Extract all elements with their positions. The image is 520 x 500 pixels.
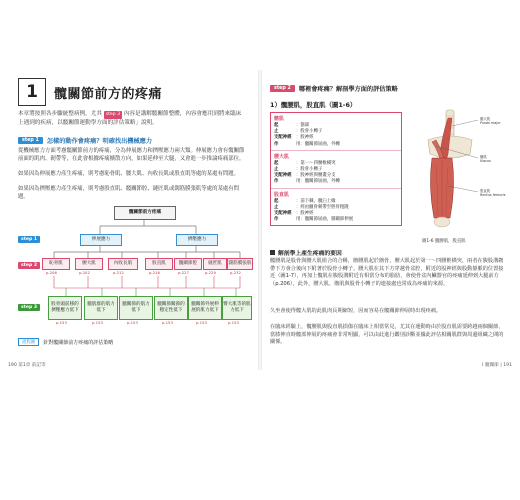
row-key: 支配神經 [274, 135, 292, 141]
muscle-subheading: 1）髖腰肌，股直肌（圖1-6） [270, 101, 357, 109]
muscle-name: 腰大肌 [274, 153, 290, 160]
flowchart-connectors [18, 200, 248, 358]
flowchart-caption [18, 338, 113, 346]
flowchart-page-ref: p.229 [205, 270, 216, 275]
step1-badge: step 1 [18, 137, 43, 144]
row-key: 止 [274, 204, 279, 210]
row-value: ：髂窩 [296, 123, 310, 128]
row-key: 止 [274, 129, 279, 135]
row-key: 支配神經 [274, 173, 292, 179]
caption-badge: 流程圖 [18, 338, 39, 346]
flowchart-node-compression: 擠壓應力 [176, 234, 218, 246]
intro-text-pre: 本章將按照各步驟統整病例，尤其 [18, 111, 102, 117]
step1-heading [18, 136, 152, 145]
section-heading [270, 248, 342, 257]
flowchart-node-adductor-longus: 內收長肌 [108, 258, 138, 270]
step1-paragraph-3: 如果因為擠壓應力產生疼痛，則考慮股直肌、髖關節腔、縫匠肌或闊筋膜張肌等處的某處有問題。 [18, 186, 240, 200]
row-value: ：股神經 [296, 211, 314, 217]
row-key: 起 [274, 198, 279, 204]
figure-label: Psoas major [480, 121, 501, 125]
section-title: 解剖學上產生疼痛的要因 [278, 251, 342, 257]
flowchart-node-psoas: 腰大肌 [75, 258, 103, 270]
intro-step-tag: step 3 [104, 111, 122, 119]
figure-label: Rectus femoris [480, 193, 506, 197]
flowchart-page-ref: p.202 [79, 270, 90, 275]
muscle-name: 髂肌 [274, 116, 285, 122]
row-key: 止 [274, 167, 279, 173]
left-folio: 190 第1章 前記等 [8, 363, 46, 368]
section-bullet-icon [270, 250, 275, 255]
chapter-number: 1 [18, 78, 46, 106]
row-value: ：股骨小轉子 [296, 167, 323, 173]
flowchart-page-ref: p.153 [228, 320, 239, 325]
flowchart-page-ref: p.227 [178, 270, 189, 275]
left-page [6, 70, 258, 370]
step1-paragraph-2: 如果因為伸展應力產生疼痛，則考慮恥骨肌、腰大肌、內收長肌或股直肌等處的某處有問題。 [18, 171, 240, 177]
flowchart-node-joint-capsule: 髖關節腔 [174, 258, 202, 270]
flowchart-node-step3: 髖肌群的肌力低下 [84, 296, 118, 320]
anatomy-figure [402, 106, 510, 236]
row-key: 支配神經 [274, 211, 292, 217]
flowchart-node-tfl: 闊筋膜張肌 [227, 258, 253, 270]
intro-text-post: 內容是講解髖關節整體，內容會應用到將來臨床上遇到的疾病，以髖關節運動學方面的評估策略」說明。 [18, 111, 242, 127]
row-value: 用：髖關節屈曲，外轉 [296, 179, 340, 185]
muscle-block-psoas [271, 151, 401, 189]
flowchart-node-step3: 髖關節外展伸展的肌力低下 [188, 296, 222, 320]
flowchart-page-ref: p.212 [113, 270, 124, 275]
flowchart-node-stretch: 伸展應力 [80, 234, 122, 246]
body-paragraph-1: 髖腰肌是股骨與腰大肌組合的合稱，髂腰肌起於髂骨，腰大肌起於第一～四腰椎橫突，兩者在腹股溝韌帶下方會合後向下附著於股骨小轉子。腰大肌在其下方穿越骨盆腔，附近的股神經與股動靜脈的位置接近（圖1-7），再加上髖肌在腹股溝附近有相當分布的脂肪，會使骨盆內臟器官的疼痛延伸到大腿前方（p.206），此外，腰大肌、髂肌與股骨小轉子的連接處也常成為疼痛的來源。 [270, 258, 504, 287]
row-value: 用：髖關節屈曲，外轉 [296, 141, 340, 147]
step1-title: 怎樣的動作會疼痛？明確找出機械應力 [46, 138, 153, 145]
row-value: ：股骨小轉子 [296, 129, 323, 135]
row-value: ：經由髕骨韌帶至脛骨粗隆 [296, 204, 349, 210]
book-spread [6, 70, 514, 370]
row-value: ：股神經 [296, 135, 314, 141]
caption-text: 針對髖關節前方疼痛的評估策略 [43, 339, 114, 346]
flowchart-page-ref: p.232 [230, 270, 241, 275]
flowchart-node-step3: 髖關節的肌力低下 [119, 296, 153, 320]
flowchart-page-ref: p.153 [162, 320, 173, 325]
row-value: ：股神經與腰叢分支 [296, 173, 336, 179]
flowchart-node-step3: 臀大肌等的肌力低下 [222, 296, 252, 320]
figure-label: 股直肌 [480, 189, 491, 193]
figure-label: 髂肌 [480, 155, 487, 159]
figure-label: Iliacus [480, 159, 491, 163]
flowchart [18, 200, 252, 358]
flowchart-page-ref: p.153 [196, 320, 207, 325]
figure-caption: 圖1-6 髖腰肌，股直肌 [422, 239, 466, 244]
row-value: ：第一～四腰椎橫突 [296, 160, 336, 166]
chapter-heading [18, 78, 162, 106]
body-paragraph-3: 在臨床經驗上，髖腰肌與股直肌損傷在臨床上相當常見，尤其在運動時由於股直肌需要跨越兩個關節，當膝伸直時髖部伸展的疼痛會非常明顯，可以由此進行鑑別診斷並據此評估相關肌群與周邊組織之間的關係。 [270, 324, 504, 346]
flowchart-node-sartorius: 縫匠肌 [203, 258, 227, 270]
muscle-name: 股直肌 [274, 191, 290, 198]
muscle-info-table [270, 112, 402, 226]
flowchart-node-step3: 髖關節關節的穩定性低下 [154, 296, 188, 320]
muscle-block-rectus-femoris [271, 189, 401, 226]
step2-title: 哪裡會疼痛？解剖學方面的評估策略 [298, 86, 398, 93]
flowchart-page-ref: p.153 [127, 320, 138, 325]
step2-badge: step 2 [270, 85, 295, 92]
step2-heading [270, 84, 398, 93]
step1-paragraph-1: 從機械應力方面考慮髖關節前方的疼痛，分為伸展應力和擠壓應力兩大類。伸展應力會有髖關節前面的肌肉、韌帶等，在此會根據疼痛擴散方向，如果延伸至大腿，又會進一步推論疼痛部位。 [18, 148, 245, 162]
right-page [262, 70, 514, 370]
row-key: 作 [274, 179, 279, 185]
figure-label: 腰大肌 [480, 117, 491, 121]
row-key: 作 [274, 217, 279, 223]
flowchart-root: 髖關節前方疼痛 [114, 206, 176, 220]
chapter-title: 髖關節前方的疼痛 [54, 86, 163, 102]
flowchart-level-step1: step 1 [18, 236, 40, 243]
body-paragraph-2: 久坐會使得髖大肌的此肌肉長期縮短，因而容易在髖關節伸展時出現疼痛。 [270, 308, 442, 314]
flowchart-page-ref: p.153 [56, 320, 67, 325]
row-value: 用：髖關節屈曲，膝關節伸展 [296, 217, 354, 223]
flowchart-node-rectus-femoris: 股直肌 [145, 258, 173, 270]
hip-muscle-illustration [402, 106, 510, 236]
row-key: 起 [274, 123, 279, 128]
flowchart-page-ref: p.216 [149, 270, 160, 275]
row-key: 作 [274, 141, 279, 147]
row-key: 起 [274, 160, 279, 166]
flowchart-page-ref: p.153 [92, 320, 103, 325]
muscle-block-iliacus [271, 113, 401, 151]
right-folio: I 髖關節 | 191 [482, 363, 512, 368]
flowchart-page-ref: p.206 [46, 270, 57, 275]
flowchart-level-step2: step 2 [18, 262, 40, 269]
flowchart-level-step3: step 3 [18, 304, 40, 311]
intro-paragraph [18, 110, 246, 127]
flowchart-node-step3: 股骨頭前移的擠壓應力低下 [48, 296, 82, 320]
row-value: ：前下棘，髖臼上緣 [296, 198, 336, 204]
flowchart-node-pectineus: 恥骨肌 [42, 258, 70, 270]
